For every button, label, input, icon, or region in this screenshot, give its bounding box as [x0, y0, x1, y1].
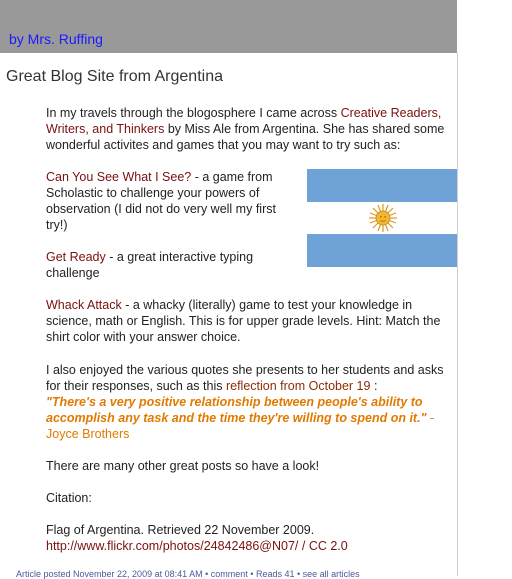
- post-date: Article posted November 22, 2009 at 08:41 AM: [16, 569, 203, 579]
- game-item: [46, 297, 460, 345]
- intro-text: In my travels through the blogosphere I came across: [46, 106, 341, 120]
- flickr-link[interactable]: http://www.flickr.com/photos/24842486@N07/: [46, 539, 299, 553]
- citation-text: Flag of Argentina. Retrieved 22 November 2009.: [46, 523, 315, 537]
- can-you-see-link[interactable]: Can You See What I See?: [46, 170, 192, 184]
- quotes-paragraph: [46, 362, 460, 442]
- game-description: - a game from Scholastic to challenge your powers of observation (I did not do very well my first try!): [46, 170, 276, 232]
- footer-separator: •: [202, 569, 211, 579]
- flag-bottom-stripe: [307, 234, 457, 267]
- whack-attack-link[interactable]: Whack Attack: [46, 298, 122, 312]
- citation-license: / CC 2.0: [298, 539, 348, 553]
- closing-text: There are many other great posts so have a look!: [46, 459, 320, 473]
- creative-readers-link[interactable]: Creative Readers, Writers, and Thinkers: [46, 106, 442, 136]
- game-description: - a whacky (literally) game to test your knowledge in science, math or English. This is for upper grade levels. Hint: Match the shirt color with your answer choice.: [46, 298, 441, 344]
- quotes-colon: :: [370, 379, 378, 393]
- post-footer: [16, 569, 360, 579]
- intro-text-end: by Miss Ale from Argentina. She has shared some wonderful activites and games that you may want to try such as:: [46, 122, 445, 152]
- citation: [46, 522, 458, 554]
- footer-separator: •: [247, 569, 256, 579]
- post-title: Great Blog Site from Argentina: [6, 68, 223, 85]
- get-ready-link[interactable]: Get Ready: [46, 250, 106, 264]
- comment-link[interactable]: comment: [210, 569, 248, 579]
- author-byline[interactable]: by Mrs. Ruffing: [9, 31, 103, 47]
- quote-author: - Joyce Brothers: [46, 411, 435, 441]
- footer-separator: •: [294, 569, 303, 579]
- game-item: [46, 249, 286, 281]
- argentina-flag-image: [307, 169, 457, 267]
- see-all-articles-link[interactable]: see all articles: [302, 569, 360, 579]
- read-count: Reads 41: [255, 569, 295, 579]
- reflection-link[interactable]: reflection from October 19: [225, 379, 371, 393]
- quotes-text: I also enjoyed the various quotes she presents to her students and asks for their responses, such as this: [46, 363, 444, 393]
- quote-text: "There's a very positive relationship between people's ability to accomplish any task and the time they're willing to spend on it.": [46, 395, 427, 425]
- game-description: - a great interactive typing challenge: [46, 250, 254, 280]
- intro-paragraph: [46, 105, 458, 153]
- flag-top-stripe: [307, 169, 457, 202]
- citation-label: Citation:: [46, 491, 92, 505]
- game-item: [46, 169, 286, 233]
- blog-header: [0, 0, 457, 53]
- sun-of-may-icon: [369, 204, 397, 232]
